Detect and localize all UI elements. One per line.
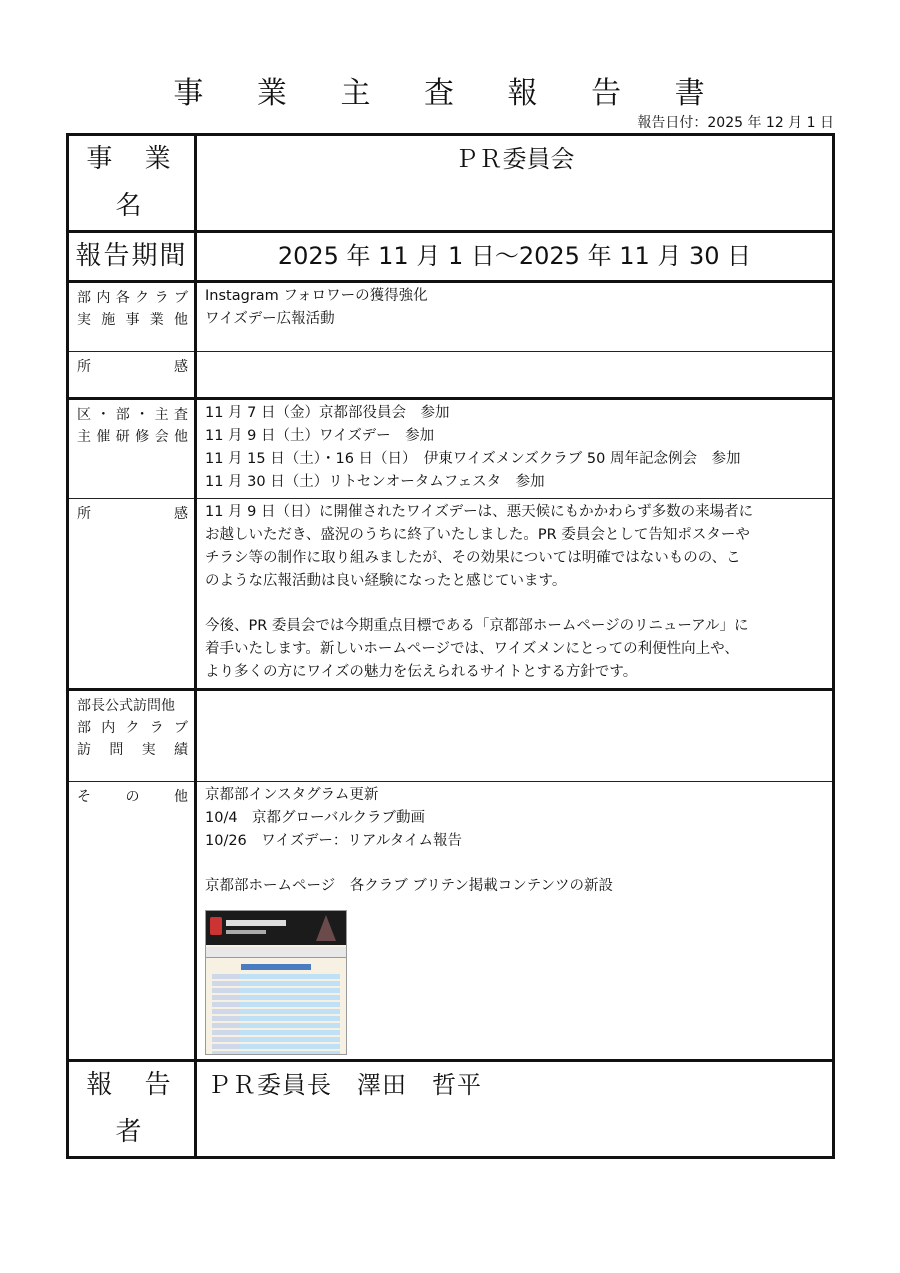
period-value: 2025 年 11 月 1 日～2025 年 11 月 30 日 — [277, 242, 752, 270]
period-label: 報告期間 — [75, 241, 188, 271]
visits-label: 部長公式訪問他 部 内 ク ラ ブ 訪 問 実 績 — [77, 698, 188, 758]
other-label: そ の 他 — [77, 789, 188, 805]
report-table — [66, 133, 835, 1159]
report-date: 報告日付：2025 年 12 月 1 日 — [637, 115, 834, 131]
impression-1-content — [197, 352, 832, 358]
row-club-activities — [68, 282, 834, 352]
impression-2-label: 所 感 — [77, 506, 188, 522]
bulletin-page-thumbnail — [205, 910, 347, 1055]
visits-content — [197, 691, 832, 697]
impression-1-label: 所 感 — [77, 359, 188, 375]
club-activities-content: Instagram フォロワーの獲得強化 ワイズデー広報活動 — [205, 288, 428, 327]
district-events-content: 11 月 7 日（金）京都部役員会 参加 11 月 9 日（土）ワイズデー 参加 11 月 15 日（土）・16 日（日） 伊東ワイズメンズクラブ 50 周年記念例会 参加 11 月 30 日（土）リトセンオータムフェスタ 参加 — [205, 405, 741, 490]
reporter-value: ＰＲ委員長 澤田 哲平 — [207, 1071, 482, 1099]
row-visits — [68, 690, 834, 782]
row-other — [68, 782, 834, 1061]
row-period — [68, 232, 834, 282]
row-project — [68, 135, 834, 232]
row-reporter — [68, 1061, 834, 1158]
row-impression-2 — [68, 499, 834, 690]
other-content: 京都部インスタグラム更新 10/4 京都グローバルクラブ動画 10/26 ワイズデー：リアルタイム報告 京都部ホームページ 各クラブ ブリテン掲載コンテンツの新設 — [197, 782, 832, 1059]
reporter-label: 報 告 者 — [86, 1070, 183, 1147]
row-district-events — [68, 399, 834, 499]
row-impression-1 — [68, 352, 834, 399]
district-events-label: 区 ・ 部 ・ 主 査 主 催 研 修 会 他 — [77, 407, 188, 445]
document-title: 事 業 主 査 報 告 書 — [173, 76, 727, 111]
club-activities-label: 部 内 各 ク ラ ブ 実 施 事 業 他 — [77, 290, 188, 328]
impression-2-content: 11 月 9 日（日）に開催されたワイズデーは、悪天候にもかかわらず多数の来場者に お越しいただき、盛況のうちに終了いたしました。PR 委員会として告知ポスターや チラシ等の制作に取り組みましたが、その効果については明確ではないものの、こ のような広報活動は良い経験になったと感じています。 今後、PR 委員会では今期重点目標である「京都部ホームページのリニューアル」に 着手いたします。新しいホームページでは、ワイズメンにとっての利便性向上や、 より多くの方にワイズの魅力を伝えられるサイトとする方針です。 — [205, 504, 754, 680]
project-label: 事 業 名 — [86, 144, 183, 221]
project-value: ＰＲ委員会 — [454, 145, 575, 173]
